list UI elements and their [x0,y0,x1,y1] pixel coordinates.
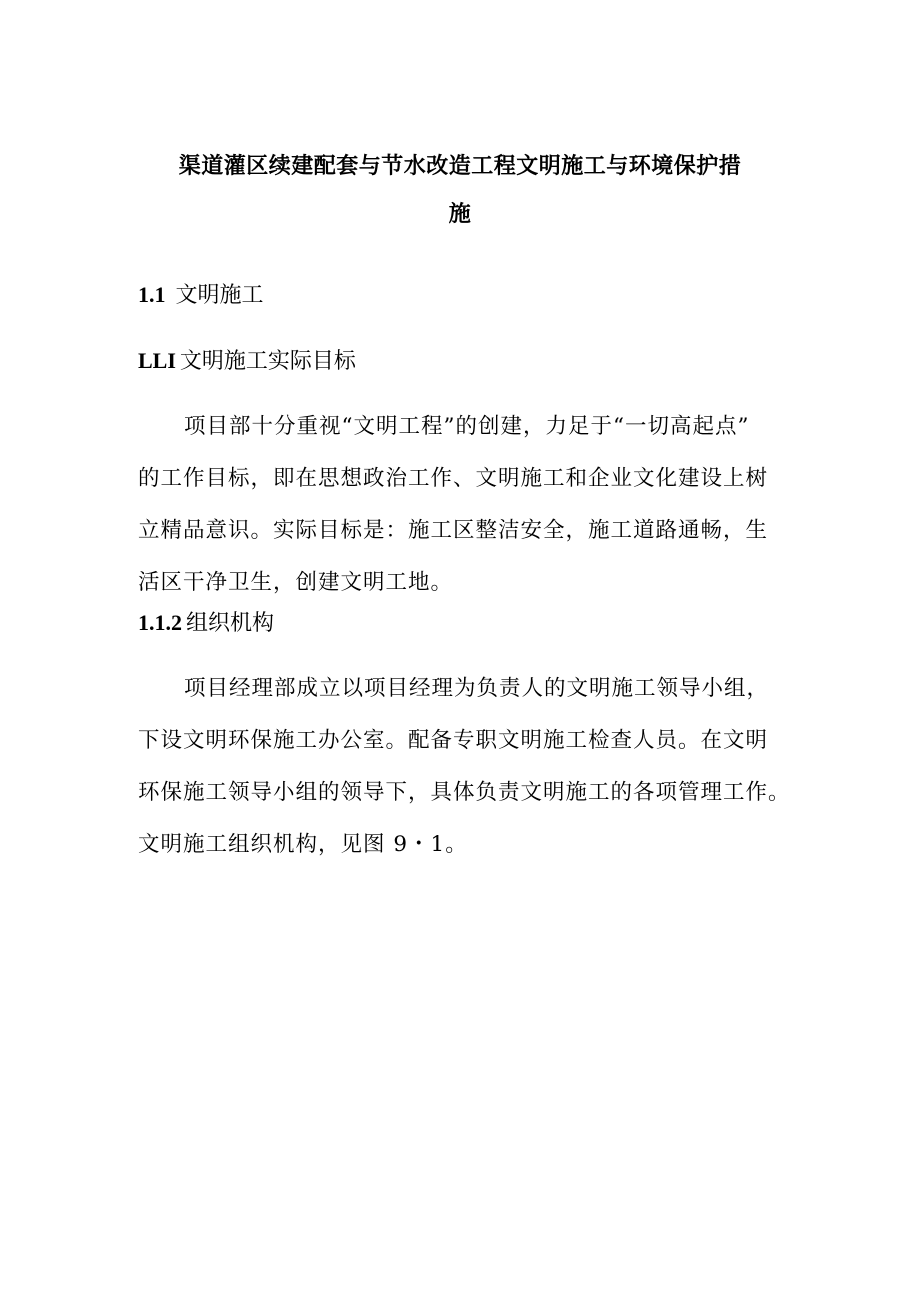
paragraph-line: 的工作目标，即在思想政治工作、文明施工和企业文化建设上树 [138,466,769,491]
section-number: LLI [138,348,176,373]
section-title: 文明施工实际目标 [179,349,356,374]
paragraph-line: 文明施工组织机构，见图 9・1。 [138,832,468,857]
paragraph-line: 项目经理部成立以项目经理为负责人的文明施工领导小组， [184,676,770,701]
section-number: 1.1 [138,282,166,307]
paragraph-line: 下设文明环保施工办公室。配备专职文明施工检查人员。在文明 [138,728,769,753]
section-number: 1.1.2 [138,610,182,635]
section-title: 文明施工 [175,283,264,308]
paragraph-line: 项目部十分重视“文明工程”的创建，力足于“一切高起点” [184,414,750,439]
document-title-line-2: 施 [448,202,472,227]
document-title-line-1: 渠道灌区续建配套与节水改造工程文明施工与环境保护措 [178,154,742,179]
paragraph-line: 活区干净卫生，创建文明工地。 [138,570,454,595]
paragraph-goals [138,412,798,620]
section-heading-1-1-1 [138,346,356,377]
section-title: 组织机构 [186,611,275,636]
section-heading-1-1 [138,280,264,311]
paragraph-line: 立精品意识。实际目标是：施工区整洁安全，施工道路通畅，生 [138,518,769,543]
paragraph-organization [138,674,798,882]
section-heading-1-1-2 [138,608,274,639]
paragraph-line: 环保施工领导小组的领导下，具体负责文明施工的各项管理工作。 [138,780,791,805]
